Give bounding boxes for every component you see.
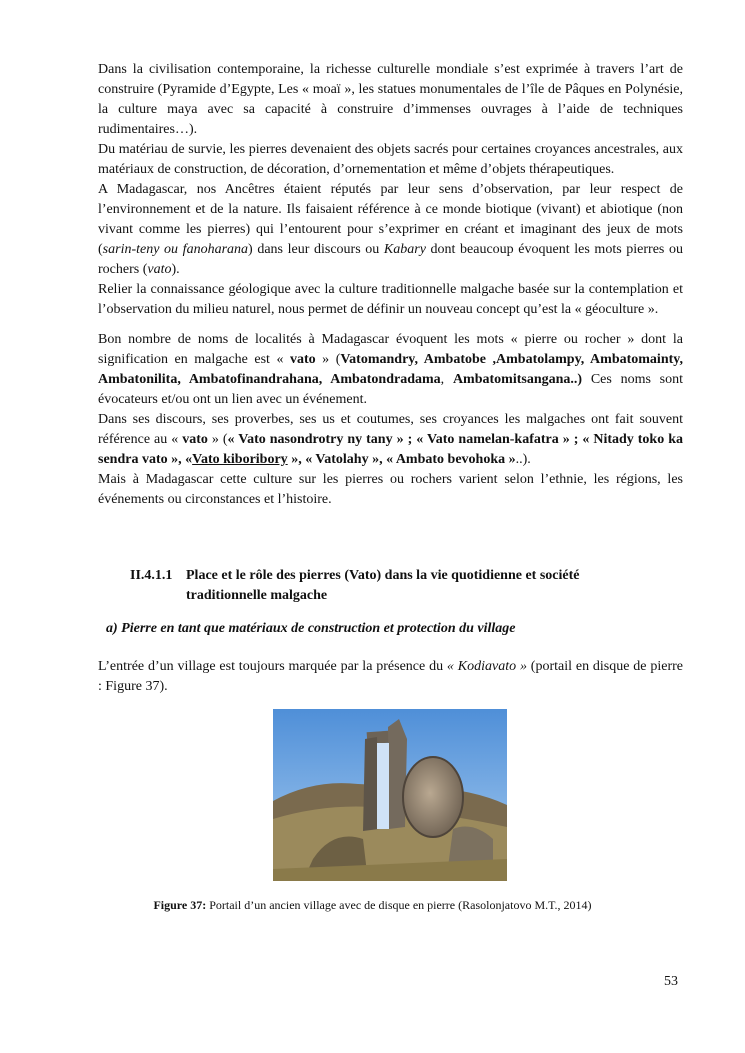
paragraph-4: Relier la connaissance géologique avec la culture traditionnelle malgache basée sur la contemplation et l’observation du milieu naturel, nous permet de définir un nouveau concept qu’est la « géoculture ». [98, 282, 683, 317]
stone-gate-photo [273, 709, 507, 881]
paragraph-2: Du matériau de survie, les pierres devenaient des objets sacrés pour certaines croyances ancestrales, aux matériaux de construction, de décoration, d’ornementation et même d’objets thérapeutiques. [98, 142, 683, 177]
section-number: II.4.1.1 [130, 568, 173, 583]
body-text [98, 60, 683, 510]
paragraph-6: Dans ses discours, ses proverbes, ses us et coutumes, ses croyances les malgaches ont fait souvent référence au « vato » (« Vato nasondrotry ny tany » ; « Vato namelan-kafatra » ; « Nitady toko ka sendra vato », «Vato kiboribory », « Vatolahy », « Ambato bevohoka »..). [98, 412, 683, 467]
figure-photo [273, 709, 507, 881]
paragraph-1: Dans la civilisation contemporaine, la richesse culturelle mondiale s’est exprimée à travers l’art de construire (Pyramide d’Egypte, Les « moaï », les statues monumentales de l’île de Pâques en Polynésie, la culture maya avec sa capacité à construire d’immenses ouvrages à l’aide de techniques rudimentaires…). [98, 62, 683, 137]
paragraph-7: Mais à Madagascar cette culture sur les pierres ou rochers varient selon l’ethnie, les régions, les événements ou circonstances et l’histoire. [98, 472, 683, 507]
paragraph-5: Bon nombre de noms de localités à Madagascar évoquent les mots « pierre ou rocher » dont la signification en malgache est « vato » (Vatomandry, Ambatobe ,Ambatolampy, Ambatomainty, Ambatonilita, Ambatofinandrahana, Ambatondradama, Ambatomitsangana..) Ces noms sont évocateurs et/ou ont un lien avec un événement. [98, 332, 683, 407]
paragraph-3: A Madagascar, nos Ancêtres étaient réputés par leur sens d’observation, par leur respect de l’environnement et de la nature. Ils faisaient référence à ce monde biotique (vivant) et abiotique (non vivant comme les pierres) qui l’entourent pour s’exprimer en créant et imaginant des jeux de mots (sarin-teny ou fanoharana) dans leur discours ou Kabary dont beaucoup évoquent les mots pierres ou rochers (vato). [98, 182, 683, 277]
subheading: a) Pierre en tant que matériaux de construction et protection du village [106, 621, 516, 636]
paragraph-8: L’entrée d’un village est toujours marquée par la présence du « Kodiavato » (portail en disque de pierre : Figure 37). [98, 659, 684, 694]
section-heading: II.4.1.1 Place et le rôle des pierres (Vato) dans la vie quotidienne et société traditionnelle malgache [130, 568, 580, 603]
figure-caption: Figure 37: Portail d’un ancien village avec de disque en pierre (Rasolonjatovo M.T., 2014) [153, 898, 592, 912]
page-number: 53 [664, 974, 678, 989]
